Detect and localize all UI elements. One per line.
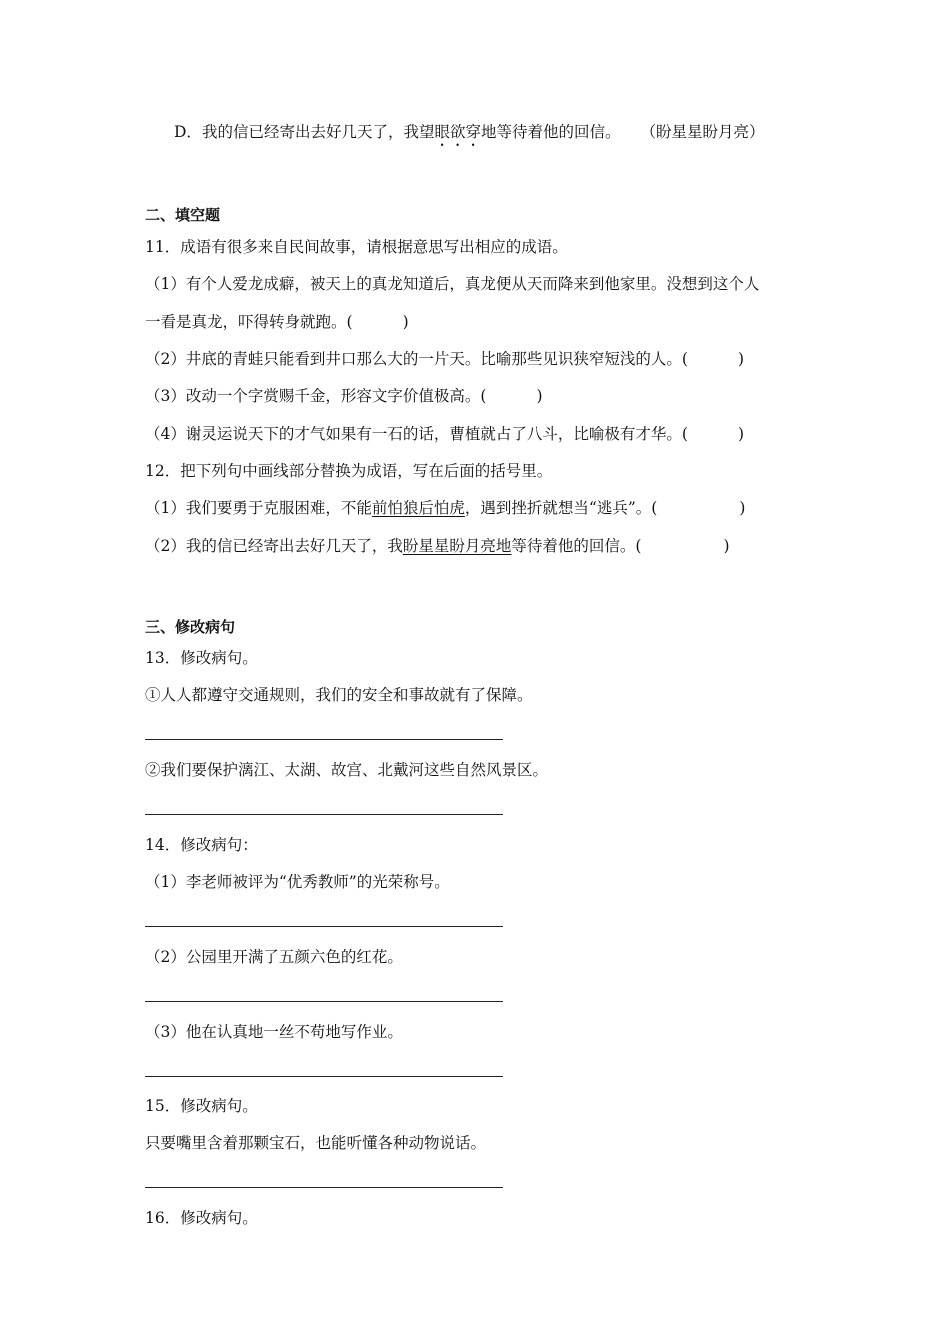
question-11-item2 (145, 349, 744, 369)
answer-paren-close: ) (536, 387, 543, 405)
question-12-item1-before: （1）我们要勇于克服困难，不能 (145, 499, 372, 517)
answer-line[interactable] (145, 814, 503, 815)
answer-line[interactable] (145, 1076, 503, 1077)
question-11-item1-line1: （1）有个人爱龙成癖，被天上的真龙知道后，真龙便从天而降来到他家里。没想到这个人 (145, 275, 760, 293)
question-15-stem: 15．修改病句。 (145, 1097, 258, 1115)
question-15-sentence1: 只要嘴里含着那颗宝石，也能听懂各种动物说话。 (145, 1134, 487, 1152)
question-12-item1-underlined: 前怕狼后怕虎 (371, 499, 465, 517)
question-11-item1-line2 (145, 312, 409, 332)
question-13-stem: 13．修改病句。 (145, 649, 258, 667)
question-11-item4 (145, 424, 744, 444)
answer-paren-open: ( (651, 499, 658, 517)
question-11-item1-text: 一看是真龙，吓得转身就跑。 (145, 313, 347, 331)
option-d-dotted-words: 眼欲穿 (434, 123, 481, 141)
question-11-item3-text: （3）改动一个字赏赐千金，形容文字价值极高。 (145, 387, 481, 405)
answer-paren-open: ( (681, 425, 688, 443)
question-12-item1-after: ，遇到挫折就想当“逃兵”。 (464, 499, 652, 517)
question-14-sentence1: （1）李老师被评为“优秀教师”的光荣称号。 (145, 873, 450, 891)
option-d (174, 122, 765, 150)
question-11-stem: 11．成语有很多来自民间故事，请根据意思写出相应的成语。 (145, 238, 568, 256)
question-16-stem: 16．修改病句。 (145, 1209, 258, 1227)
question-12-item2 (145, 536, 730, 556)
answer-line[interactable] (145, 1187, 503, 1188)
question-13-sentence1: ①人人都遵守交通规则，我们的安全和事故就有了保障。 (145, 686, 533, 704)
question-14-sentence2: （2）公园里开满了五颜六色的红花。 (145, 948, 403, 966)
answer-paren-close: ) (723, 537, 730, 555)
question-12-stem: 12．把下列句中画线部分替换为成语，写在后面的括号里。 (145, 462, 553, 480)
question-12-item2-after: 等待着他的回信。 (511, 537, 636, 555)
section-title-fill-blank: 二、填空题 (145, 206, 221, 224)
question-11-item2-text: （2）井底的青蛙只能看到井口那么大的一片天。比喻那些见识狭窄短浅的人。 (145, 350, 682, 368)
question-12-item1 (145, 498, 745, 518)
question-12-item2-before: （2）我的信已经寄出去好几天了，我 (145, 537, 403, 555)
answer-paren-open: ( (635, 537, 642, 555)
answer-line[interactable] (145, 1001, 503, 1002)
answer-paren-open: ( (681, 350, 688, 368)
option-d-tag: （盼星星盼月亮） (640, 123, 765, 141)
answer-paren-close: ) (402, 313, 409, 331)
answer-line[interactable] (145, 926, 503, 927)
question-11-item4-text: （4）谢灵运说天下的才气如果有一石的话，曹植就占了八斗，比喻极有才华。 (145, 425, 682, 443)
answer-paren-open: ( (346, 313, 353, 331)
answer-line[interactable] (145, 739, 503, 740)
option-d-text-after: 地等待着他的回信。 (480, 123, 621, 141)
question-14-sentence3: （3）他在认真地一丝不苟地写作业。 (145, 1023, 403, 1041)
option-d-text-before: 我的信已经寄出去好几天了，我望 (201, 123, 435, 141)
answer-paren-close: ) (737, 350, 744, 368)
answer-paren-close: ) (737, 425, 744, 443)
question-12-item2-underlined: 盼星星盼月亮地 (402, 537, 512, 555)
question-14-stem: 14．修改病句： (145, 836, 258, 854)
answer-paren-close: ) (739, 499, 746, 517)
section-title-revise-sentences: 三、修改病句 (145, 618, 236, 636)
question-11-item3 (145, 386, 543, 406)
option-d-label: D． (174, 123, 202, 141)
question-13-sentence2: ②我们要保护漓江、太湖、故宫、北戴河这些自然风景区。 (145, 761, 549, 779)
answer-paren-open: ( (480, 387, 487, 405)
